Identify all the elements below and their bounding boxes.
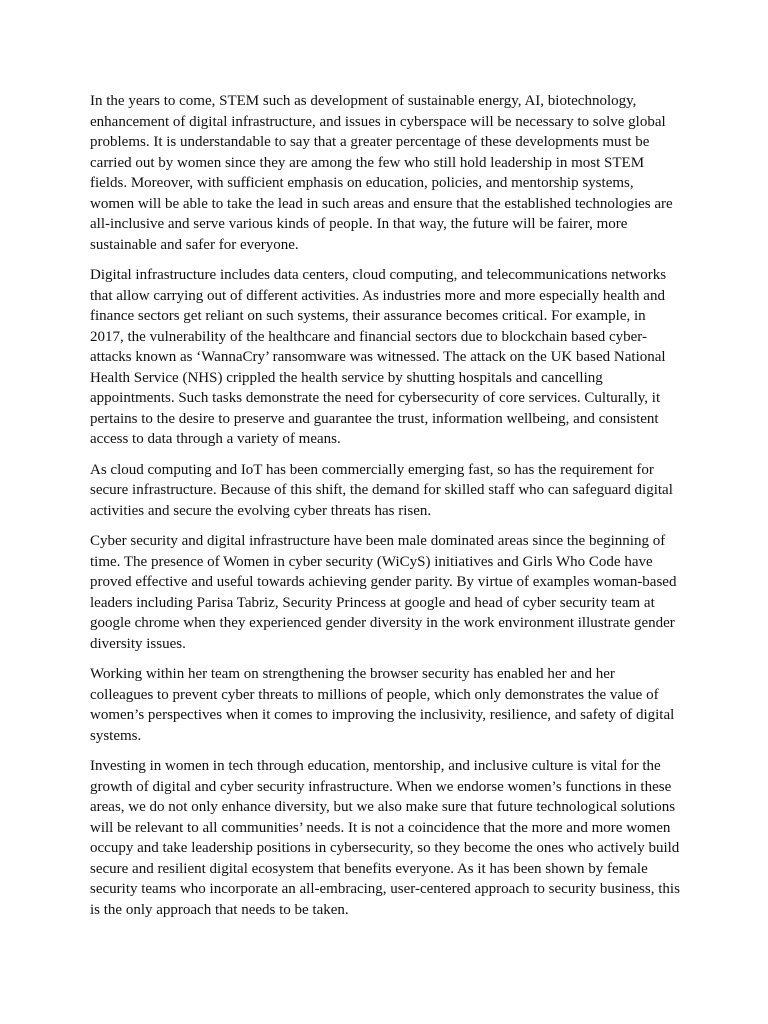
paragraph-investing-women: Investing in women in tech through education, mentorship, and inclusive culture is vital for the growth of digital and cyber security infrastructure. When we endorse women’s functions in these areas, we do not only enhance diversity, but we also make sure that future technological solutions will be relevant to all communities’ needs. It is not a coincidence that the more and more women occupy and take leadership positions in cybersecurity, so they become the ones who actively build secure and resilient digital ecosystem that benefits everyone. As it has been shown by female security teams who incorporate an all-embracing, user-centered approach to security business, this is the only approach that needs to be taken.: [90, 758, 680, 918]
document-page: [90, 91, 680, 930]
paragraph-gender-parity: Cyber security and digital infrastructure have been male dominated areas since the beginning of time. The presence of Women in cyber security (WiCyS) initiatives and Girls Who Code have proved effective and useful towards achieving gender parity. By virtue of examples woman-based leaders including Parisa Tabriz, Security Princess at google and head of cyber security team at google chrome when they experienced gender diversity in the work environment illustrate gender diversity issues.: [90, 533, 677, 652]
paragraph-browser-security: Working within her team on strengthening the browser security has enabled her and her colleagues to prevent cyber threats to millions of people, which only demonstrates the value of women’s perspectives when it comes to improving the inclusivity, resilience, and safety of digital systems.: [90, 666, 675, 744]
paragraph-stem-future: In the years to come, STEM such as development of sustainable energy, AI, biotechnology, enhancement of digital infrastructure, and issues in cyberspace will be necessary to solve global problems. It is understandable to say that a greater percentage of these developments must be carried out by women since they are among the few who still hold leadership in most STEM fields. Moreover, with sufficient emphasis on education, policies, and mentorship systems, women will be able to take the lead in such areas and ensure that the established technologies are all-inclusive and serve various kinds of people. In that way, the future will be fairer, more sustainable and safer for everyone.: [90, 93, 673, 253]
paragraph-cloud-iot: As cloud computing and IoT has been commercially emerging fast, so has the requirement for secure infrastructure. Because of this shift, the demand for skilled staff who can safeguard digital activities and secure the evolving cyber threats has risen.: [90, 461, 673, 519]
paragraph-digital-infrastructure: Digital infrastructure includes data centers, cloud computing, and telecommunications networks that allow carrying out of different activities. As industries more and more especially health and finance sectors get reliant on such systems, their assurance becomes critical. For example, in 2017, the vulnerability of the healthcare and financial sectors due to blockchain based cyber-attacks known as ‘WannaCry’ ransomware was witnessed. The attack on the UK based National Health Service (NHS) crippled the health service by shutting hospitals and cancelling appointments. Such tasks demonstrate the need for cybersecurity of core services. Culturally, it pertains to the desire to preserve and guarantee the trust, information wellbeing, and consistent access to data through a variety of means.: [90, 267, 667, 447]
